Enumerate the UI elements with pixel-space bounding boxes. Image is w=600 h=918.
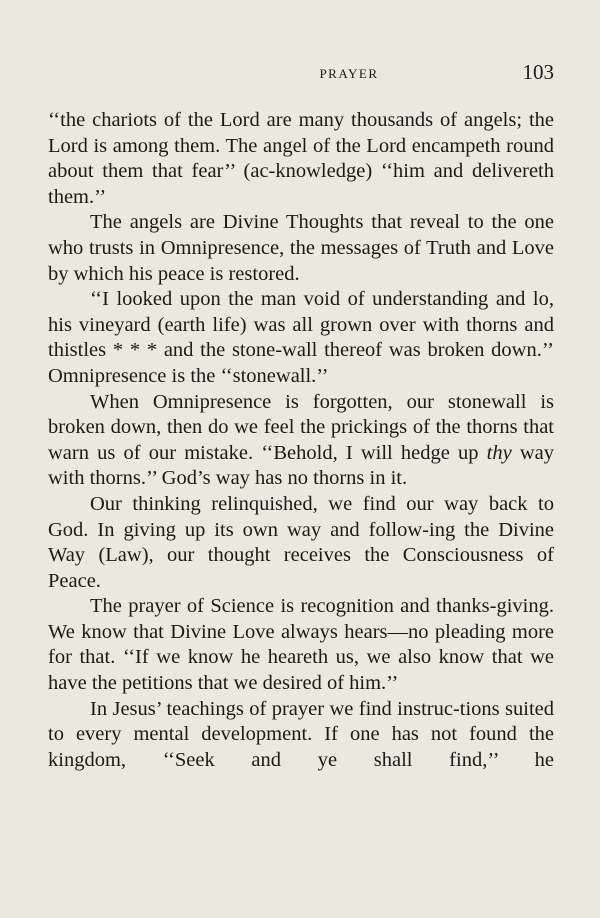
paragraph-7: In Jesus’ teachings of prayer we find instruc-tions suited to every mental development. If one has not found the kingdom, ‘‘Seek and ye shall find,’’ he [48,697,554,771]
body-text [48,108,554,773]
running-head [48,60,554,86]
page-number: 103 [522,60,554,84]
running-title: PRAYER [319,66,379,81]
paragraph-3: ‘‘I looked upon the man void of understanding and lo, his vineyard (earth life) was all grown over with thorns and thistles * * * and the stone-wall thereof was broken down.’’ Omnipresence is the ‘‘stonewall.’’ [48,288,554,387]
paragraph-6: The prayer of Science is recognition and thanks-giving. We know that Divine Love always hears—no pleading more for that. ‘‘If we know he heareth us, we also know that we have the petitions that we desired of him.’’ [48,595,554,695]
paragraph-1: ‘‘the chariots of the Lord are many thousands of angels; the Lord is among them. The angel of the Lord encampeth round about them that fear’’ (ac-knowledge) ‘‘him and delivereth them.’’ [48,109,554,208]
emphasis-thy: thy [486,441,512,464]
paragraph-4-part-1: When Omnipresence is forgotten, our stonewall is broken down, then do we feel the prickings of the thorns that warn us of our mistake. ‘‘Behold, I will hedge up [48,390,554,464]
paragraph-4 [48,390,554,492]
paragraph-5: Our thinking relinquished, we find our way back to God. In giving up its own way and follow-ing the Divine Way (Law), our thought receives the Consciousness of Peace. [48,492,554,592]
paragraph-4-part-2: way with thorns.’’ God’s way has no thorns in it. [48,441,555,490]
paragraph-2: The angels are Divine Thoughts that reveal to the one who trusts in Omnipresence, the messages of Truth and Love by which his peace is restored. [48,211,554,285]
